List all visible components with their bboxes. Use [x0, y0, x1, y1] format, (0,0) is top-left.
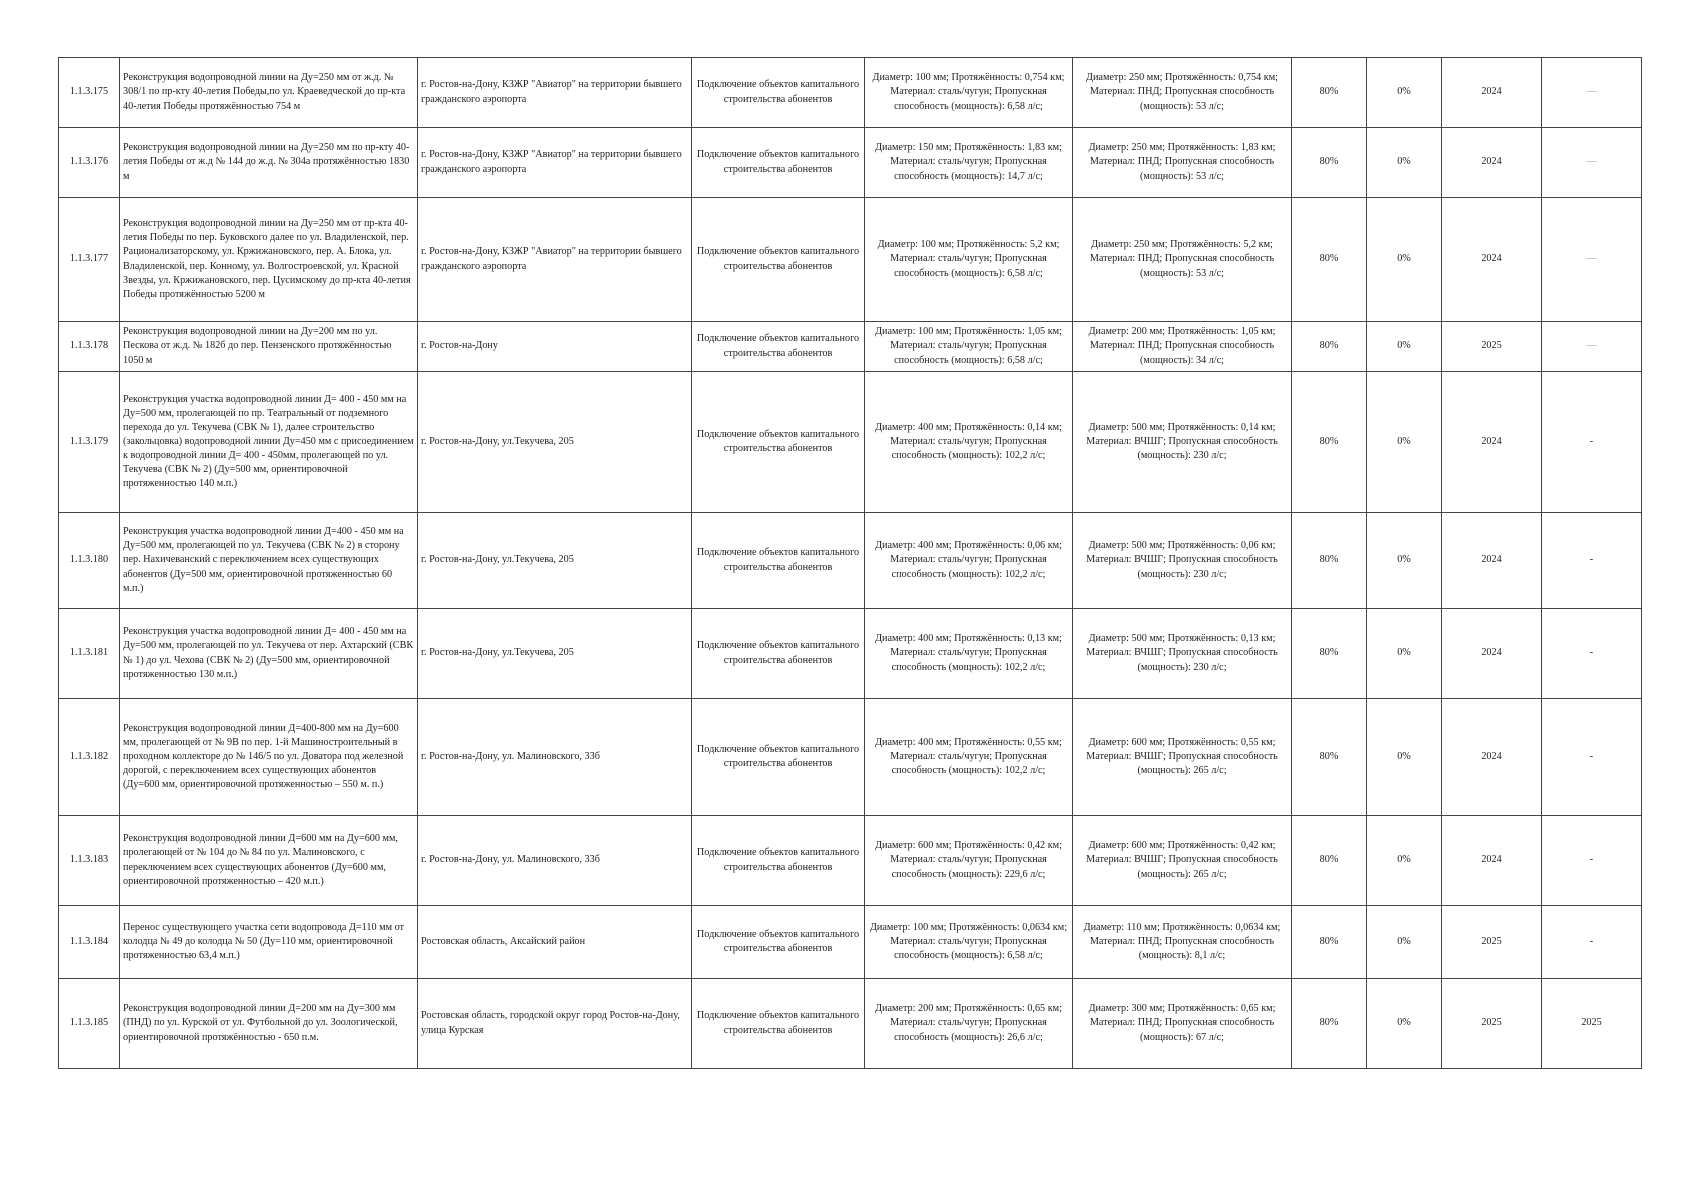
- row-year: 2024: [1442, 128, 1542, 198]
- row-location: г. Ростов-на-Дону, КЗЖР "Авиатор" на территории бывшего гражданского аэропорта: [418, 198, 692, 322]
- table-row: [59, 513, 1642, 609]
- table-row: [59, 699, 1642, 816]
- row-title: Реконструкция участка водопроводной линии Д=400 - 450 мм на Ду=500 мм, пролегающей по ул. Текучева (СВК № 2) в сторону пер. Нахичеванский с переключением всех существующих абонентов (Ду=500 мм, ориентировочной протяженностью 60 м.п.): [120, 513, 418, 609]
- table-row: [59, 816, 1642, 906]
- row-location: г. Ростов-на-Дону, ул.Текучева, 205: [418, 372, 692, 513]
- row-parameters-after: Диаметр: 250 мм; Протяжённость: 0,754 км; Материал: ПНД; Пропускная способность (мощность): 53 л/с;: [1073, 58, 1292, 128]
- row-location: г. Ростов-на-Дону, ул. Малиновского, 33б: [418, 699, 692, 816]
- table-row: [59, 372, 1642, 513]
- row-parameters-after: Диаметр: 500 мм; Протяжённость: 0,14 км; Материал: ВЧШГ; Пропускная способность (мощность): 230 л/с;: [1073, 372, 1292, 513]
- row-last-column: -: [1542, 699, 1642, 816]
- row-location: Ростовская область, городской округ город Ростов-на-Дону, улица Курская: [418, 979, 692, 1069]
- row-year: 2024: [1442, 58, 1542, 128]
- row-parameters-before: Диаметр: 400 мм; Протяжённость: 0,55 км; Материал: сталь/чугун; Пропускная способность (мощность): 102,2 л/с;: [865, 699, 1073, 816]
- row-title: Реконструкция водопроводной линии на Ду=250 мм от ж.д. № 308/1 по пр-кту 40-летия Победы,по ул. Краеведческой до пр-кта 40-летия Победы протяжённостью 754 м: [120, 58, 418, 128]
- row-code: 1.1.3.178: [59, 322, 120, 372]
- row-last-column: —: [1542, 128, 1642, 198]
- row-year: 2024: [1442, 609, 1542, 699]
- table-row: [59, 198, 1642, 322]
- row-code: 1.1.3.184: [59, 906, 120, 979]
- row-parameters-after: Диаметр: 200 мм; Протяжённость: 1,05 км; Материал: ПНД; Пропускная способность (мощность): 34 л/с;: [1073, 322, 1292, 372]
- row-percent-2: 0%: [1367, 322, 1442, 372]
- row-parameters-after: Диаметр: 600 мм; Протяжённость: 0,55 км; Материал: ВЧШГ; Пропускная способность (мощность): 265 л/с;: [1073, 699, 1292, 816]
- row-year: 2024: [1442, 513, 1542, 609]
- row-code: 1.1.3.180: [59, 513, 120, 609]
- row-parameters-after: Диаметр: 250 мм; Протяжённость: 5,2 км; Материал: ПНД; Пропускная способность (мощность): 53 л/с;: [1073, 198, 1292, 322]
- row-last-column: —: [1542, 198, 1642, 322]
- row-year: 2024: [1442, 198, 1542, 322]
- row-percent-2: 0%: [1367, 372, 1442, 513]
- row-title: Перенос существующего участка сети водопровода Д=110 мм от колодца № 49 до колодца № 50 (Ду=110 мм, ориентировочной протяженностью 63,4 м.п.): [120, 906, 418, 979]
- row-percent-1: 80%: [1292, 609, 1367, 699]
- row-year: 2024: [1442, 372, 1542, 513]
- row-percent-2: 0%: [1367, 198, 1442, 322]
- row-location: г. Ростов-на-Дону, КЗЖР "Авиатор" на территории бывшего гражданского аэропорта: [418, 58, 692, 128]
- row-percent-1: 80%: [1292, 906, 1367, 979]
- row-year: 2025: [1442, 322, 1542, 372]
- row-percent-2: 0%: [1367, 816, 1442, 906]
- row-code: 1.1.3.183: [59, 816, 120, 906]
- row-percent-1: 80%: [1292, 699, 1367, 816]
- row-parameters-after: Диаметр: 300 мм; Протяжённость: 0,65 км; Материал: ПНД; Пропускная способность (мощность): 67 л/с;: [1073, 979, 1292, 1069]
- row-title: Реконструкция водопроводной линии Д=200 мм на Ду=300 мм (ПНД) по ул. Курской от ул. Футбольной до ул. Зоологической, ориентировочной протяжённостью - 650 п.м.: [120, 979, 418, 1069]
- table-row: [59, 128, 1642, 198]
- row-parameters-after: Диаметр: 250 мм; Протяжённость: 1,83 км; Материал: ПНД; Пропускная способность (мощность): 53 л/с;: [1073, 128, 1292, 198]
- row-last-column: -: [1542, 906, 1642, 979]
- row-percent-1: 80%: [1292, 322, 1367, 372]
- row-location: г. Ростов-на-Дону, ул.Текучева, 205: [418, 609, 692, 699]
- row-last-column: -: [1542, 816, 1642, 906]
- row-title: Реконструкция водопроводной линии на Ду=200 мм по ул. Пескова от ж.д. № 182б до пер. Пензенского протяжённостью 1050 м: [120, 322, 418, 372]
- row-code: 1.1.3.185: [59, 979, 120, 1069]
- row-year: 2024: [1442, 699, 1542, 816]
- row-percent-2: 0%: [1367, 699, 1442, 816]
- row-code: 1.1.3.177: [59, 198, 120, 322]
- row-percent-1: 80%: [1292, 372, 1367, 513]
- row-last-column: 2025: [1542, 979, 1642, 1069]
- row-parameters-before: Диаметр: 100 мм; Протяжённость: 1,05 км; Материал: сталь/чугун; Пропускная способность (мощность): 6,58 л/с;: [865, 322, 1073, 372]
- row-parameters-before: Диаметр: 100 мм; Протяжённость: 0,754 км; Материал: сталь/чугун; Пропускная способность (мощность): 6,58 л/с;: [865, 58, 1073, 128]
- row-percent-1: 80%: [1292, 979, 1367, 1069]
- row-purpose: Подключение объектов капитального строительства абонентов: [692, 372, 865, 513]
- row-last-column: -: [1542, 372, 1642, 513]
- row-code: 1.1.3.175: [59, 58, 120, 128]
- row-parameters-before: Диаметр: 100 мм; Протяжённость: 0,0634 км; Материал: сталь/чугун; Пропускная способность (мощность): 6,58 л/с;: [865, 906, 1073, 979]
- row-last-column: -: [1542, 513, 1642, 609]
- row-location: Ростовская область, Аксайский район: [418, 906, 692, 979]
- table-row: [59, 906, 1642, 979]
- row-purpose: Подключение объектов капитального строительства абонентов: [692, 513, 865, 609]
- row-code: 1.1.3.176: [59, 128, 120, 198]
- row-percent-1: 80%: [1292, 128, 1367, 198]
- row-code: 1.1.3.181: [59, 609, 120, 699]
- row-parameters-after: Диаметр: 500 мм; Протяжённость: 0,13 км; Материал: ВЧШГ; Пропускная способность (мощность): 230 л/с;: [1073, 609, 1292, 699]
- row-location: г. Ростов-на-Дону, ул. Малиновского, 33б: [418, 816, 692, 906]
- row-parameters-before: Диаметр: 200 мм; Протяжённость: 0,65 км; Материал: сталь/чугун; Пропускная способность (мощность): 26,6 л/с;: [865, 979, 1073, 1069]
- row-percent-1: 80%: [1292, 58, 1367, 128]
- row-last-column: -: [1542, 609, 1642, 699]
- row-last-column: —: [1542, 58, 1642, 128]
- row-purpose: Подключение объектов капитального строительства абонентов: [692, 609, 865, 699]
- row-parameters-before: Диаметр: 150 мм; Протяжённость: 1,83 км; Материал: сталь/чугун; Пропускная способность (мощность): 14,7 л/с;: [865, 128, 1073, 198]
- row-parameters-before: Диаметр: 400 мм; Протяжённость: 0,13 км; Материал: сталь/чугун; Пропускная способность (мощность): 102,2 л/с;: [865, 609, 1073, 699]
- table-row: [59, 609, 1642, 699]
- row-percent-2: 0%: [1367, 513, 1442, 609]
- table-body: [59, 58, 1642, 1069]
- row-last-column: —: [1542, 322, 1642, 372]
- row-location: г. Ростов-на-Дону, ул.Текучева, 205: [418, 513, 692, 609]
- row-purpose: Подключение объектов капитального строительства абонентов: [692, 816, 865, 906]
- row-parameters-after: Диаметр: 110 мм; Протяжённость: 0,0634 км; Материал: ПНД; Пропускная способность (мощность): 8,1 л/с;: [1073, 906, 1292, 979]
- row-percent-1: 80%: [1292, 513, 1367, 609]
- row-year: 2025: [1442, 979, 1542, 1069]
- row-location: г. Ростов-на-Дону, КЗЖР "Авиатор" на территории бывшего гражданского аэропорта: [418, 128, 692, 198]
- row-percent-2: 0%: [1367, 128, 1442, 198]
- row-year: 2024: [1442, 816, 1542, 906]
- row-parameters-before: Диаметр: 400 мм; Протяжённость: 0,06 км; Материал: сталь/чугун; Пропускная способность (мощность): 102,2 л/с;: [865, 513, 1073, 609]
- row-code: 1.1.3.179: [59, 372, 120, 513]
- row-title: Реконструкция участка водопроводной линии Д= 400 - 450 мм на Ду=500 мм, пролегающей по ул. Текучева от пер. Ахтарский (СВК № 1) до ул. Чехова (СВК № 2) (Ду=500 мм, ориентировочной протяженностью 130 м.п.): [120, 609, 418, 699]
- row-purpose: Подключение объектов капитального строительства абонентов: [692, 322, 865, 372]
- row-title: Реконструкция водопроводной линии Д=400-800 мм на Ду=600 мм, пролегающей от № 9В по пер. 1-й Машиностроительный в проходном коллекторе до № 146/5 по ул. Доватора под железной дорогой, с переключением всех существующих абонентов (Ду=600 мм, ориентировочной протяженностью – 550 м. п.): [120, 699, 418, 816]
- row-parameters-before: Диаметр: 400 мм; Протяжённость: 0,14 км; Материал: сталь/чугун; Пропускная способность (мощность): 102,2 л/с;: [865, 372, 1073, 513]
- row-percent-2: 0%: [1367, 609, 1442, 699]
- row-title: Реконструкция участка водопроводной линии Д= 400 - 450 мм на Ду=500 мм, пролегающей по пр. Театральный от подземного перехода до ул. Текучева (СВК № 1), далее строительство (закольцовка) водопроводной линии Ду=450 мм с присоединением к водопроводной линии Д= 400 - 450мм, пролегающей по ул. Текучева (СВК № 2) (Ду=500 мм, ориентировочной протяженностью 140 м.п.): [120, 372, 418, 513]
- row-purpose: Подключение объектов капитального строительства абонентов: [692, 699, 865, 816]
- row-purpose: Подключение объектов капитального строительства абонентов: [692, 128, 865, 198]
- row-purpose: Подключение объектов капитального строительства абонентов: [692, 58, 865, 128]
- table-row: [59, 322, 1642, 372]
- row-parameters-after: Диаметр: 600 мм; Протяжённость: 0,42 км; Материал: ВЧШГ; Пропускная способность (мощность): 265 л/с;: [1073, 816, 1292, 906]
- table-row: [59, 58, 1642, 128]
- row-percent-2: 0%: [1367, 58, 1442, 128]
- row-percent-2: 0%: [1367, 906, 1442, 979]
- row-percent-1: 80%: [1292, 198, 1367, 322]
- row-code: 1.1.3.182: [59, 699, 120, 816]
- row-parameters-after: Диаметр: 500 мм; Протяжённость: 0,06 км; Материал: ВЧШГ; Пропускная способность (мощность): 230 л/с;: [1073, 513, 1292, 609]
- row-purpose: Подключение объектов капитального строительства абонентов: [692, 906, 865, 979]
- row-purpose: Подключение объектов капитального строительства абонентов: [692, 198, 865, 322]
- row-parameters-before: Диаметр: 100 мм; Протяжённость: 5,2 км; Материал: сталь/чугун; Пропускная способность (мощность): 6,58 л/с;: [865, 198, 1073, 322]
- row-purpose: Подключение объектов капитального строительства абонентов: [692, 979, 865, 1069]
- investment-program-table: [58, 57, 1642, 1069]
- row-year: 2025: [1442, 906, 1542, 979]
- row-parameters-before: Диаметр: 600 мм; Протяжённость: 0,42 км; Материал: сталь/чугун; Пропускная способность (мощность): 229,6 л/с;: [865, 816, 1073, 906]
- row-title: Реконструкция водопроводной линии Д=600 мм на Ду=600 мм, пролегающей от № 104 до № 84 по ул. Малиновского, с переключением всех существующих абонентов (Ду=600 мм, ориентировочной протяженностью – 420 м.п.): [120, 816, 418, 906]
- row-percent-1: 80%: [1292, 816, 1367, 906]
- row-title: Реконструкция водопроводной линии на Ду=250 мм по пр-кту 40-летия Победы от ж.д № 144 до ж.д. № 304а протяжённостью 1830 м: [120, 128, 418, 198]
- row-title: Реконструкция водопроводной линии на Ду=250 мм от пр-кта 40-летия Победы по пер. Буковского далее по ул. Владиленской, пер. Рационализаторскому, ул. Кржижановского, пер. А. Блока, ул. Владиленской, пер. Конному, ул. Волгостроевской, ул. Красной Звезды, ул. Кржижановского, пер. Цусимскому до пр-кта 40-летия Победы протяжённостью 5200 м: [120, 198, 418, 322]
- table-row: [59, 979, 1642, 1069]
- row-percent-2: 0%: [1367, 979, 1442, 1069]
- row-location: г. Ростов-на-Дону: [418, 322, 692, 372]
